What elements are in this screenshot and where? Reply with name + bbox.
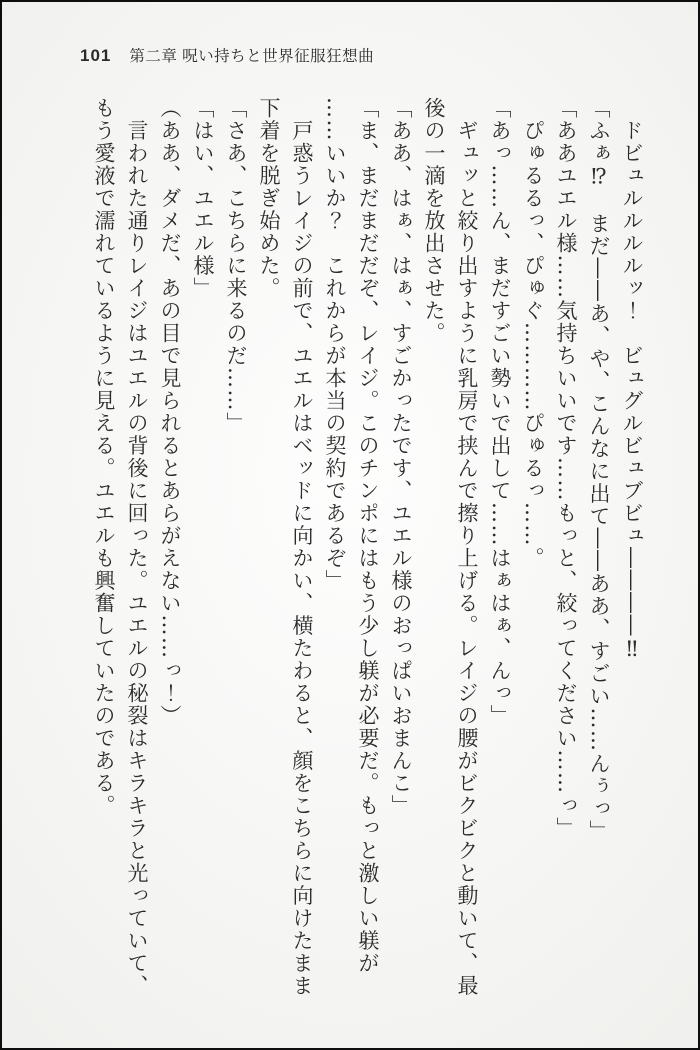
- text-line: （ああ、ダメだ、あの目で見られるとあらがえない……っ！）: [158, 97, 182, 727]
- text-line: 言われた通りレイジはユエルの背後に回った。ユエルの秘裂はキラキラと光っていて、: [125, 97, 149, 997]
- text-line: 後の一滴を放出させた。: [422, 97, 446, 345]
- chapter-title: 第二章 呪い持ちと世界征服狂想曲: [129, 48, 375, 65]
- text-line: 「ま、まだまだだぞ、レイジ。このチンポにはもう少し躾が必要だ。もっと激しい躾が: [356, 97, 380, 975]
- text-line: 戸惑うレイジの前で、ユエルはベッドに向かい、横たわると、顔をこちらに向けたまま: [290, 97, 314, 997]
- text-line: 「はい、ユエル様」: [191, 97, 215, 300]
- vertical-text-block: [87, 97, 648, 1019]
- text-line: 「ああ、はぁ、はぁ、すごかったです、ユエル様のおっぱいおまんこ」: [389, 97, 413, 817]
- page-number: 101: [80, 46, 112, 65]
- text-line: ぴゅるるっ、ぴゅぐ…………ぴゅるっ……。: [521, 97, 545, 570]
- text-line: 「ふぁ⁉ まだ――あ、や、こんなに出て――ああ、すごい……んぅっ」: [587, 97, 611, 843]
- page-header: [80, 44, 374, 66]
- text-line: ギュッと絞り出すように乳房で挟んで擦り上げる。レイジの腰がビクビクと動いて、最: [455, 97, 479, 997]
- text-line: 「あっ……ん、まだすごい勢いで出して……はぁはぁ、んっ」: [488, 97, 512, 727]
- text-line: もう愛液で濡れているように見える。ユエルも興奮していたのである。: [92, 97, 116, 817]
- text-line: 「ああユエル様……気持ちいいです……もっと、絞ってください……っ」: [554, 97, 578, 840]
- text-line: ドビュルルルルッ！ ビュグルビュブビュ――――‼: [620, 97, 644, 663]
- text-line: 「さあ、こちらに来るのだ……」: [224, 97, 248, 435]
- text-line: ……いいか？ これからが本当の契約であるぞ」: [323, 97, 347, 592]
- text-line: 下着を脱ぎ始めた。: [257, 97, 281, 300]
